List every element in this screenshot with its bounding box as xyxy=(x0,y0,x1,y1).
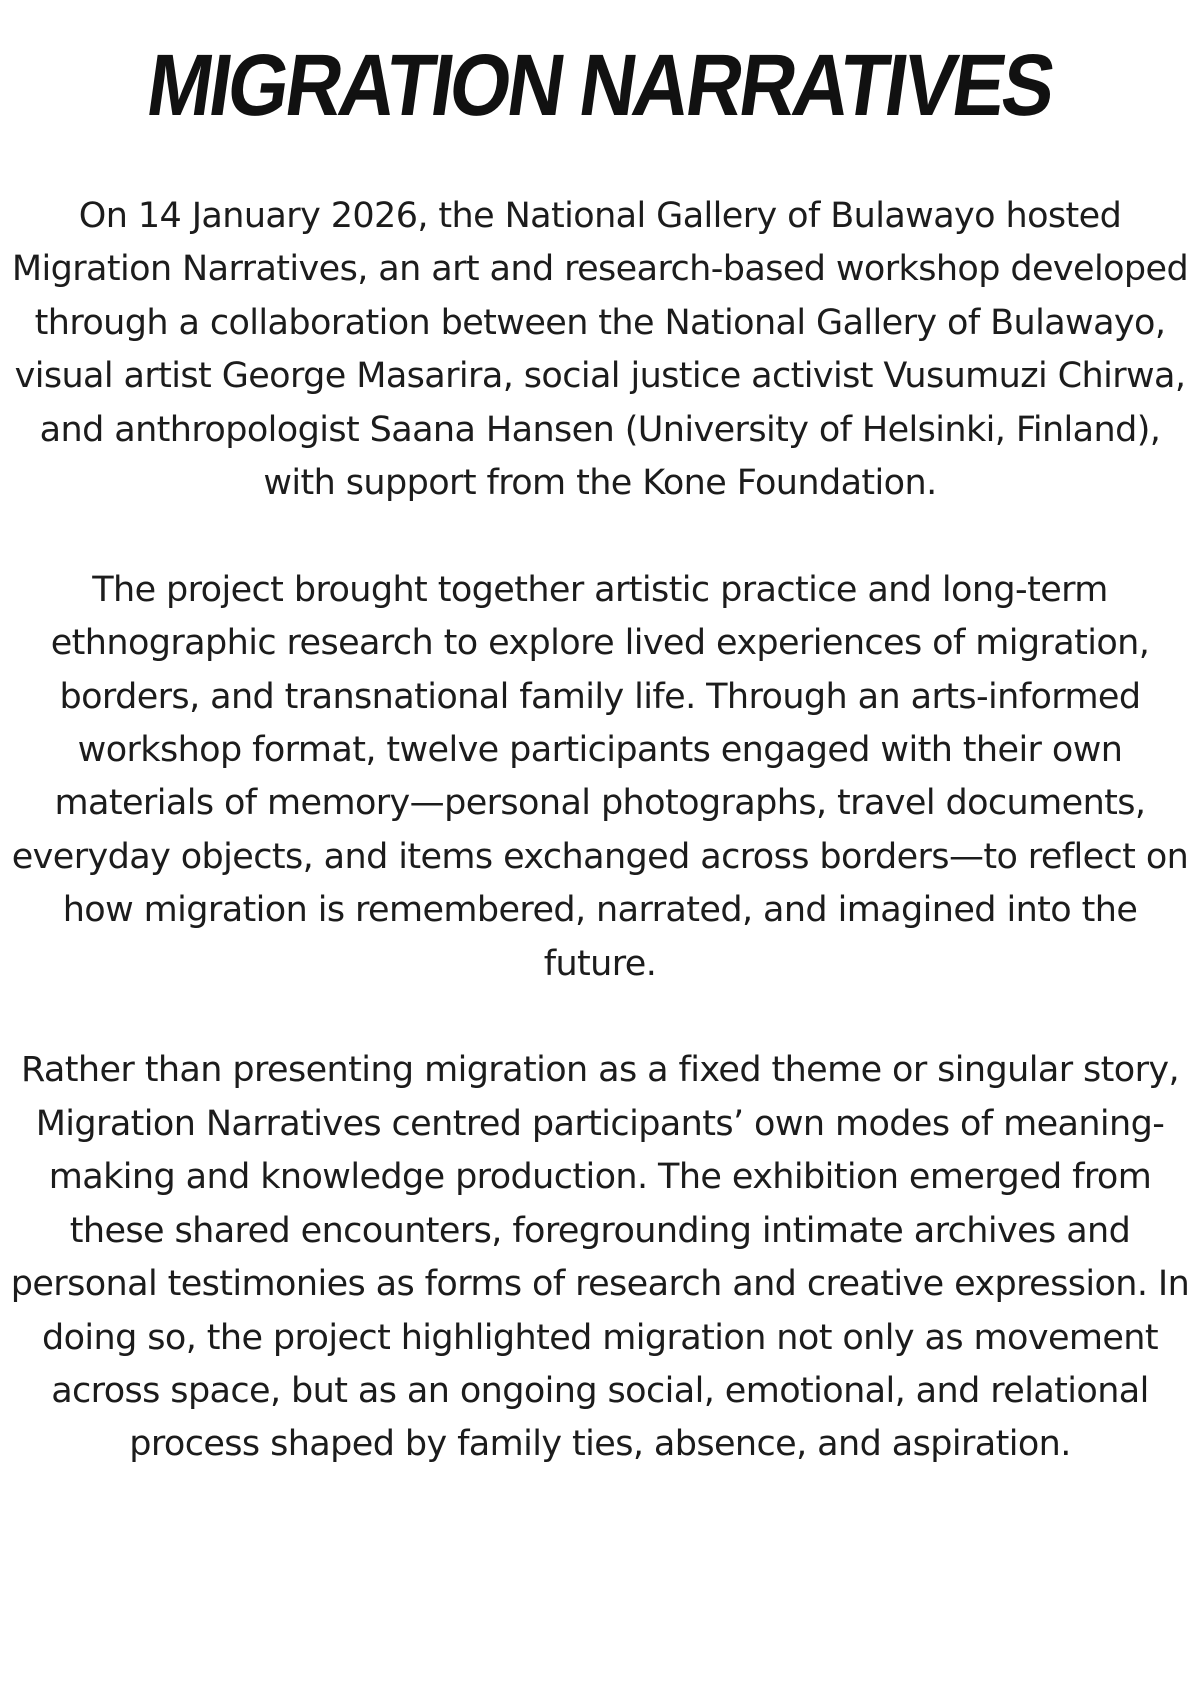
page-title: MIGRATION NARRATIVES xyxy=(141,35,1059,135)
paragraph-exhibition: Rather than presenting migration as a fixed theme or singular story, Migration Narratives centred participants’ own modes of meaning-making and knowledge production. The exhibition emerged from these shared encounters, foregrounding intimate archives and personal testimonies as forms of research and creative expression. In doing so, the project highlighted migration not only as movement across space, but as an ongoing social, emotional, and relational process shaped by family ties, absence, and aspiration. xyxy=(10,1050,1190,1465)
paragraph-project: The project brought together artistic practice and long-term ethnographic research to explore lived experiences of migration, borders, and transnational family life. Through an arts-informed workshop format, twelve participants engaged with their own materials of memory—personal photographs, travel documents, everyday objects, and items exchanged across borders—to reflect on how migration is remembered, narrated, and imagined into the future. xyxy=(11,569,1189,984)
article-body xyxy=(0,190,1200,1525)
paragraph-intro: On 14 January 2026, the National Gallery of Bulawayo hosted Migration Narratives, an art and research-based workshop developed through a collaboration between the National Gallery of Bulawayo, visual artist George Masarira, social justice activist Vusumuzi Chirwa, and anthropologist Saana Hansen (University of Helsinki, Finland), with support from the Kone Foundation. xyxy=(11,196,1189,504)
